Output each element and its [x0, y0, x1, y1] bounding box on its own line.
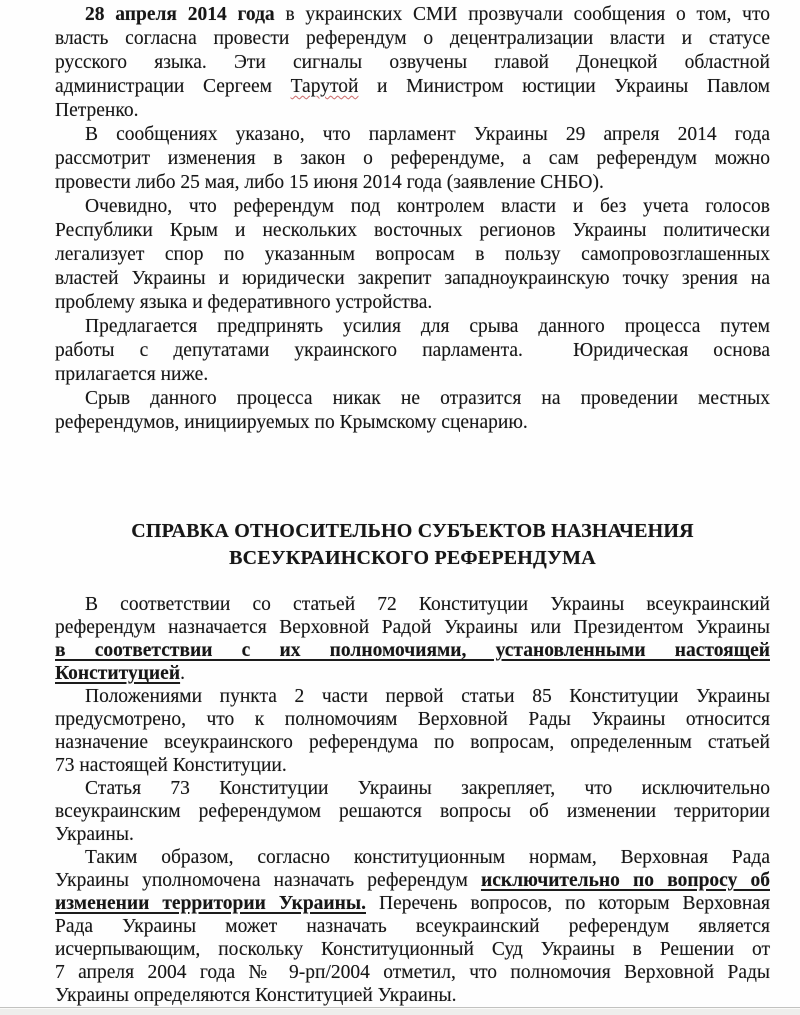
text-line [55, 731, 770, 754]
text-line [55, 291, 770, 315]
text-line [55, 961, 770, 984]
text-run: Таким образом, согласно конституционным нормам, Верховная Рада [85, 847, 770, 868]
text-run: власть согласна провести референдум о децентрализации власти и статусе [55, 28, 770, 49]
text-run: Положениями пункта 2 части первой статьи 85 Конституции Украины [85, 686, 770, 707]
text-line [55, 846, 770, 869]
text-line [55, 99, 770, 123]
text-line [55, 823, 770, 846]
text-run: исчерпывающим, поскольку Конституционный Суд Украины в Решении от [55, 939, 770, 960]
paragraph [55, 123, 770, 195]
text-line [55, 800, 770, 823]
text-run: проблему языка и федеративного устройства. [55, 292, 433, 313]
text-line [55, 593, 770, 616]
text-line [55, 243, 770, 267]
text-line [55, 616, 770, 639]
text-run: администрации Сергеем [55, 76, 291, 97]
text-run: прилагается ниже. [55, 364, 209, 385]
page-edge-bar [0, 1007, 800, 1015]
text-run: В сообщениях указано, что парламент Украины 29 апреля 2014 года [85, 124, 770, 145]
text-run: провести либо 25 мая, либо 15 июня 2014 года (заявление СНБО). [55, 172, 604, 193]
text-line [55, 315, 770, 339]
text-line [55, 363, 770, 387]
text-line [55, 411, 770, 435]
text-run: Республики Крым и нескольких восточных регионов Украины политически [55, 220, 770, 241]
text-run: русского языка. Эти сигналы озвучены главой Донецкой областной [55, 52, 770, 73]
text-run: Предлагается предпринять усилия для срыва данного процесса путем [85, 316, 770, 337]
paragraph [55, 3, 770, 123]
text-run: Очевидно, что референдум под контролем власти и без учета голосов [85, 196, 770, 217]
text-run: Петренко. [55, 100, 139, 121]
text-line [55, 219, 770, 243]
text-run: всеукраинским референдумом решаются вопросы об изменении территории [55, 801, 770, 822]
text-run: Срыв данного процесса никак не отразится на проведении местных [85, 388, 770, 409]
document-heading [55, 518, 770, 572]
text-line [55, 754, 770, 777]
heading-line: СПРАВКА ОТНОСИТЕЛЬНО СУБЪЕКТОВ НАЗНАЧЕНИЯ [131, 520, 694, 542]
text-line [55, 387, 770, 411]
text-run: 7 апреля 2004 года № 9-рп/2004 отметил, что полномочия Верховной Рады [55, 962, 770, 983]
text-run: в украинских СМИ прозвучали сообщения о том, что [274, 4, 770, 25]
paragraph [55, 387, 770, 435]
text-line [55, 51, 770, 75]
text-line [55, 915, 770, 938]
text-run: в соответствии с их полномочиями, установленными настоящей [55, 640, 770, 661]
heading-line: ВСЕУКРАИНСКОГО РЕФЕРЕНДУМА [229, 547, 596, 569]
text-run: референдум назначается Верховной Радой Украины или Президентом Украины [55, 617, 770, 638]
text-run: Перечень вопросов, по которым Верховная [366, 893, 770, 914]
text-line [55, 984, 770, 1007]
text-run: легализует спор по указанным вопросам в пользу самопровозглашенных [55, 244, 770, 265]
text-run: Украины определяются Конституцией Украины. [55, 985, 457, 1006]
text-run: предусмотрено, что к полномочиям Верховной Рады Украины относится [55, 709, 770, 730]
text-run: изменении территории Украины. [55, 893, 366, 914]
text-line [55, 147, 770, 171]
text-line [55, 195, 770, 219]
text-run: референдумов, инициируемых по Крымскому сценарию. [55, 412, 528, 433]
text-run: 28 апреля 2014 года [85, 4, 275, 25]
text-line [55, 123, 770, 147]
text-line [55, 869, 770, 892]
text-run: исключительно по вопросу об [480, 870, 770, 891]
text-line [55, 685, 770, 708]
text-run: Рада Украины может назначать всеукраинский референдум является [55, 916, 770, 937]
text-run: назначение всеукраинского референдума по вопросам, определенным статьей [55, 732, 770, 753]
text-run: работы с депутатами украинского парламента. Юридическая основа [55, 340, 770, 361]
paragraph [55, 315, 770, 387]
paragraph [55, 777, 770, 846]
text-line [55, 339, 770, 363]
text-run: Украины. [55, 824, 134, 845]
text-line [55, 171, 770, 195]
text-run: 73 настоящей Конституции. [55, 755, 287, 776]
text-line [55, 267, 770, 291]
text-run: Конституцией [55, 663, 181, 684]
text-line [55, 75, 770, 99]
paragraph [55, 593, 770, 685]
text-run: Украины уполномочена назначать референдум [55, 870, 481, 891]
paragraph [55, 195, 770, 315]
text-run: властей Украины и юридически закрепит западноукраинскую точку зрения на [55, 268, 770, 289]
body-section [55, 593, 770, 1007]
text-line [55, 892, 770, 915]
text-run: . [180, 663, 185, 684]
text-line [55, 662, 770, 685]
paragraph [55, 846, 770, 1007]
text-line [55, 938, 770, 961]
text-line [55, 27, 770, 51]
spellchecked-word: Тарутой [290, 76, 359, 97]
text-run: рассмотрит изменения в закон о референдуме, а сам референдум можно [55, 148, 770, 169]
paragraph [55, 685, 770, 777]
text-line [55, 3, 770, 27]
intro-section [55, 3, 770, 435]
text-run: и Министром юстиции Украины Павлом [358, 76, 770, 97]
text-line [55, 777, 770, 800]
text-run: В соответствии со статьей 72 Конституции Украины всеукраинский [85, 594, 770, 615]
text-run: Статья 73 Конституции Украины закрепляет, что исключительно [85, 778, 770, 799]
text-line [55, 639, 770, 662]
text-line [55, 708, 770, 731]
